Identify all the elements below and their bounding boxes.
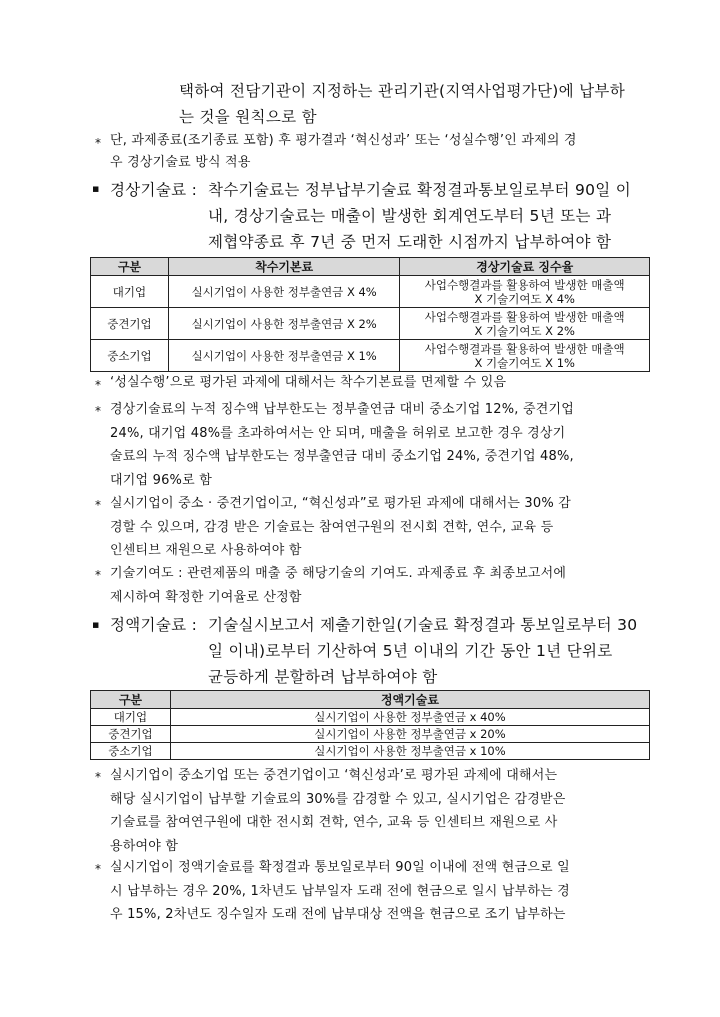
- cell-category: 중견기업: [91, 308, 169, 340]
- cell-category: 중소기업: [91, 340, 169, 372]
- cell-line: X 기술기여도 X 4%: [474, 291, 575, 306]
- table-row: [91, 709, 650, 726]
- cell-base-fee: 실시기업이 사용한 정부출연금 X 4%: [168, 276, 400, 308]
- fixed-fee-table: [90, 690, 650, 760]
- text-line: 택하여 전담기관이 지정하는 관리기관(지역사업평가단)에 납부하: [179, 82, 625, 100]
- cell-collection-rate: [400, 340, 650, 372]
- cell-fixed-fee: 실시기업이 사용한 정부출연금 x 40%: [170, 709, 649, 726]
- cell-category: 대기업: [91, 276, 169, 308]
- cell-line: 사업수행결과를 활용하여 발생한 매출액: [424, 277, 625, 292]
- text-line: 실시기업이 중소 · 중견기업이고, “혁신성과”로 평가된 과제에 대해서는 30% 감: [110, 496, 572, 511]
- text-line: 우 15%, 2차년도 징수일자 도래 전에 납부대상 전액을 현금으로 조기 납부하는: [110, 907, 566, 922]
- text-line: 일 이내)로부터 기산하여 5년 이내의 기간 동안 1년 단위로: [208, 642, 613, 660]
- note-exemption: [110, 372, 506, 394]
- note-reduction: [110, 492, 571, 563]
- intro-paragraph: [179, 78, 625, 130]
- text-line: ‘성실수행’으로 평가된 과제에 대해서는 착수기본료를 면제할 수 있음: [110, 375, 507, 390]
- note-asterisk: *: [95, 568, 101, 582]
- table-row: [91, 726, 650, 743]
- ordinary-fee-text: [208, 177, 631, 255]
- text-line: 제협약종료 후 7년 중 먼저 도래한 시점까지 납부하여야 함: [208, 233, 612, 251]
- table-row: [91, 340, 650, 372]
- header-category: 구분: [91, 258, 169, 276]
- text-line: 균등하게 분할하려 납부하여야 함: [208, 668, 438, 686]
- cell-category: 중소기업: [91, 743, 171, 760]
- ordinary-fee-label: 경상기술료 :: [110, 181, 198, 199]
- note-termination: [110, 130, 577, 174]
- text-line: 는 것을 원칙으로 함: [179, 108, 317, 126]
- text-line: 착수기술료는 정부납부기술료 확정결과통보일로부터 90일 이: [208, 181, 632, 199]
- cell-category: 중견기업: [91, 726, 171, 743]
- text-line: 내, 경상기술료는 매출이 발생한 회계연도부터 5년 또는 과: [208, 207, 612, 225]
- header-category: 구분: [91, 691, 171, 709]
- note-payment-limit: [110, 398, 574, 492]
- text-line: 경상기술료의 누적 징수액 납부한도는 정부출연금 대비 중소기업 12%, 중견기업: [110, 402, 574, 417]
- cell-line: 사업수행결과를 활용하여 발생한 매출액: [424, 341, 625, 356]
- cell-line: 사업수행결과를 활용하여 발생한 매출액: [424, 309, 625, 324]
- text-line: 24%, 대기업 48%를 초과하여서는 안 되며, 매출을 허위로 보고한 경우 경상기: [110, 425, 566, 441]
- note-asterisk: *: [95, 136, 101, 150]
- text-line: 시 납부하는 경우 20%, 1차년도 납부일자 도래 전에 현금으로 일시 납부하는 경: [110, 883, 570, 899]
- cell-fixed-fee: 실시기업이 사용한 정부출연금 x 20%: [170, 726, 649, 743]
- text-line: 경할 수 있으며, 감경 받은 기술료는 참여연구원의 전시회 견학, 연수, 교육 등: [110, 519, 554, 535]
- cell-fixed-fee: 실시기업이 사용한 정부출연금 x 10%: [170, 743, 649, 760]
- note-asterisk: *: [95, 404, 101, 418]
- cell-collection-rate: [400, 308, 650, 340]
- header-base-fee: 착수기본료: [168, 258, 400, 276]
- cell-category: 대기업: [91, 709, 171, 726]
- note-asterisk: *: [95, 378, 101, 392]
- header-fixed-fee: 정액기술료: [170, 691, 649, 709]
- cell-line: X 기술기여도 X 2%: [474, 323, 575, 338]
- text-line: 기술실시보고서 제출기한일(기술료 확정결과 통보일로부터 30: [208, 616, 638, 634]
- note-asterisk: *: [95, 498, 101, 512]
- text-line: 실시기업이 정액기술료를 확정결과 통보일로부터 90일 이내에 전액 현금으로 일: [110, 860, 570, 875]
- text-line: 해당 실시기업이 납부할 기술료의 30%를 감경할 수 있고, 실시기업은 감경받은: [110, 791, 566, 807]
- table-row: [91, 308, 650, 340]
- note-fixed-reduction: [110, 764, 566, 858]
- text-line: 기술기여도 : 관련제품의 매출 중 해당기술의 기여도. 과제종료 후 최종보고서에: [110, 566, 567, 581]
- note-asterisk: *: [95, 862, 101, 876]
- table-row: [91, 276, 650, 308]
- cell-collection-rate: [400, 276, 650, 308]
- header-collection-rate: 경상기술료 징수율: [400, 258, 650, 276]
- text-line: 술료의 누적 징수액 납부한도는 정부출연금 대비 중소기업 24%, 중견기업 48%,: [110, 449, 574, 464]
- cell-base-fee: 실시기업이 사용한 정부출연금 X 1%: [168, 340, 400, 372]
- text-line: 기술료를 참여연구원에 대한 전시회 견학, 연수, 교육 등 인센티브 재원으로 사: [110, 815, 558, 830]
- cell-line: X 기술기여도 X 1%: [474, 355, 575, 370]
- text-line: 우 경상기술료 방식 적용: [110, 155, 251, 170]
- bullet-square: ▪: [92, 182, 100, 195]
- ordinary-fee-table: [90, 257, 650, 372]
- note-early-payment: [110, 856, 570, 927]
- table-row: [91, 743, 650, 760]
- note-contribution: [110, 562, 566, 609]
- text-line: 단, 과제종료(조기종료 포함) 후 평가결과 ‘혁신성과’ 또는 ‘성실수행’인 과제의 경: [110, 133, 577, 148]
- bullet-square: ▪: [92, 618, 100, 631]
- table-header-row: [91, 258, 650, 276]
- text-line: 인센티브 재원으로 사용하여야 함: [110, 543, 302, 558]
- table-header-row: [91, 691, 650, 709]
- cell-base-fee: 실시기업이 사용한 정부출연금 X 2%: [168, 308, 400, 340]
- fixed-fee-text: [208, 612, 637, 690]
- text-line: 용하여야 함: [110, 838, 179, 854]
- note-asterisk: *: [95, 770, 101, 784]
- text-line: 제시하여 확정한 기여율로 산정함: [110, 589, 302, 605]
- text-line: 대기업 96%로 함: [110, 472, 212, 488]
- fixed-fee-label: 정액기술료 :: [110, 616, 198, 634]
- text-line: 실시기업이 중소기업 또는 중견기업이고 ‘혁신성과’로 평가된 과제에 대해서는: [110, 768, 558, 783]
